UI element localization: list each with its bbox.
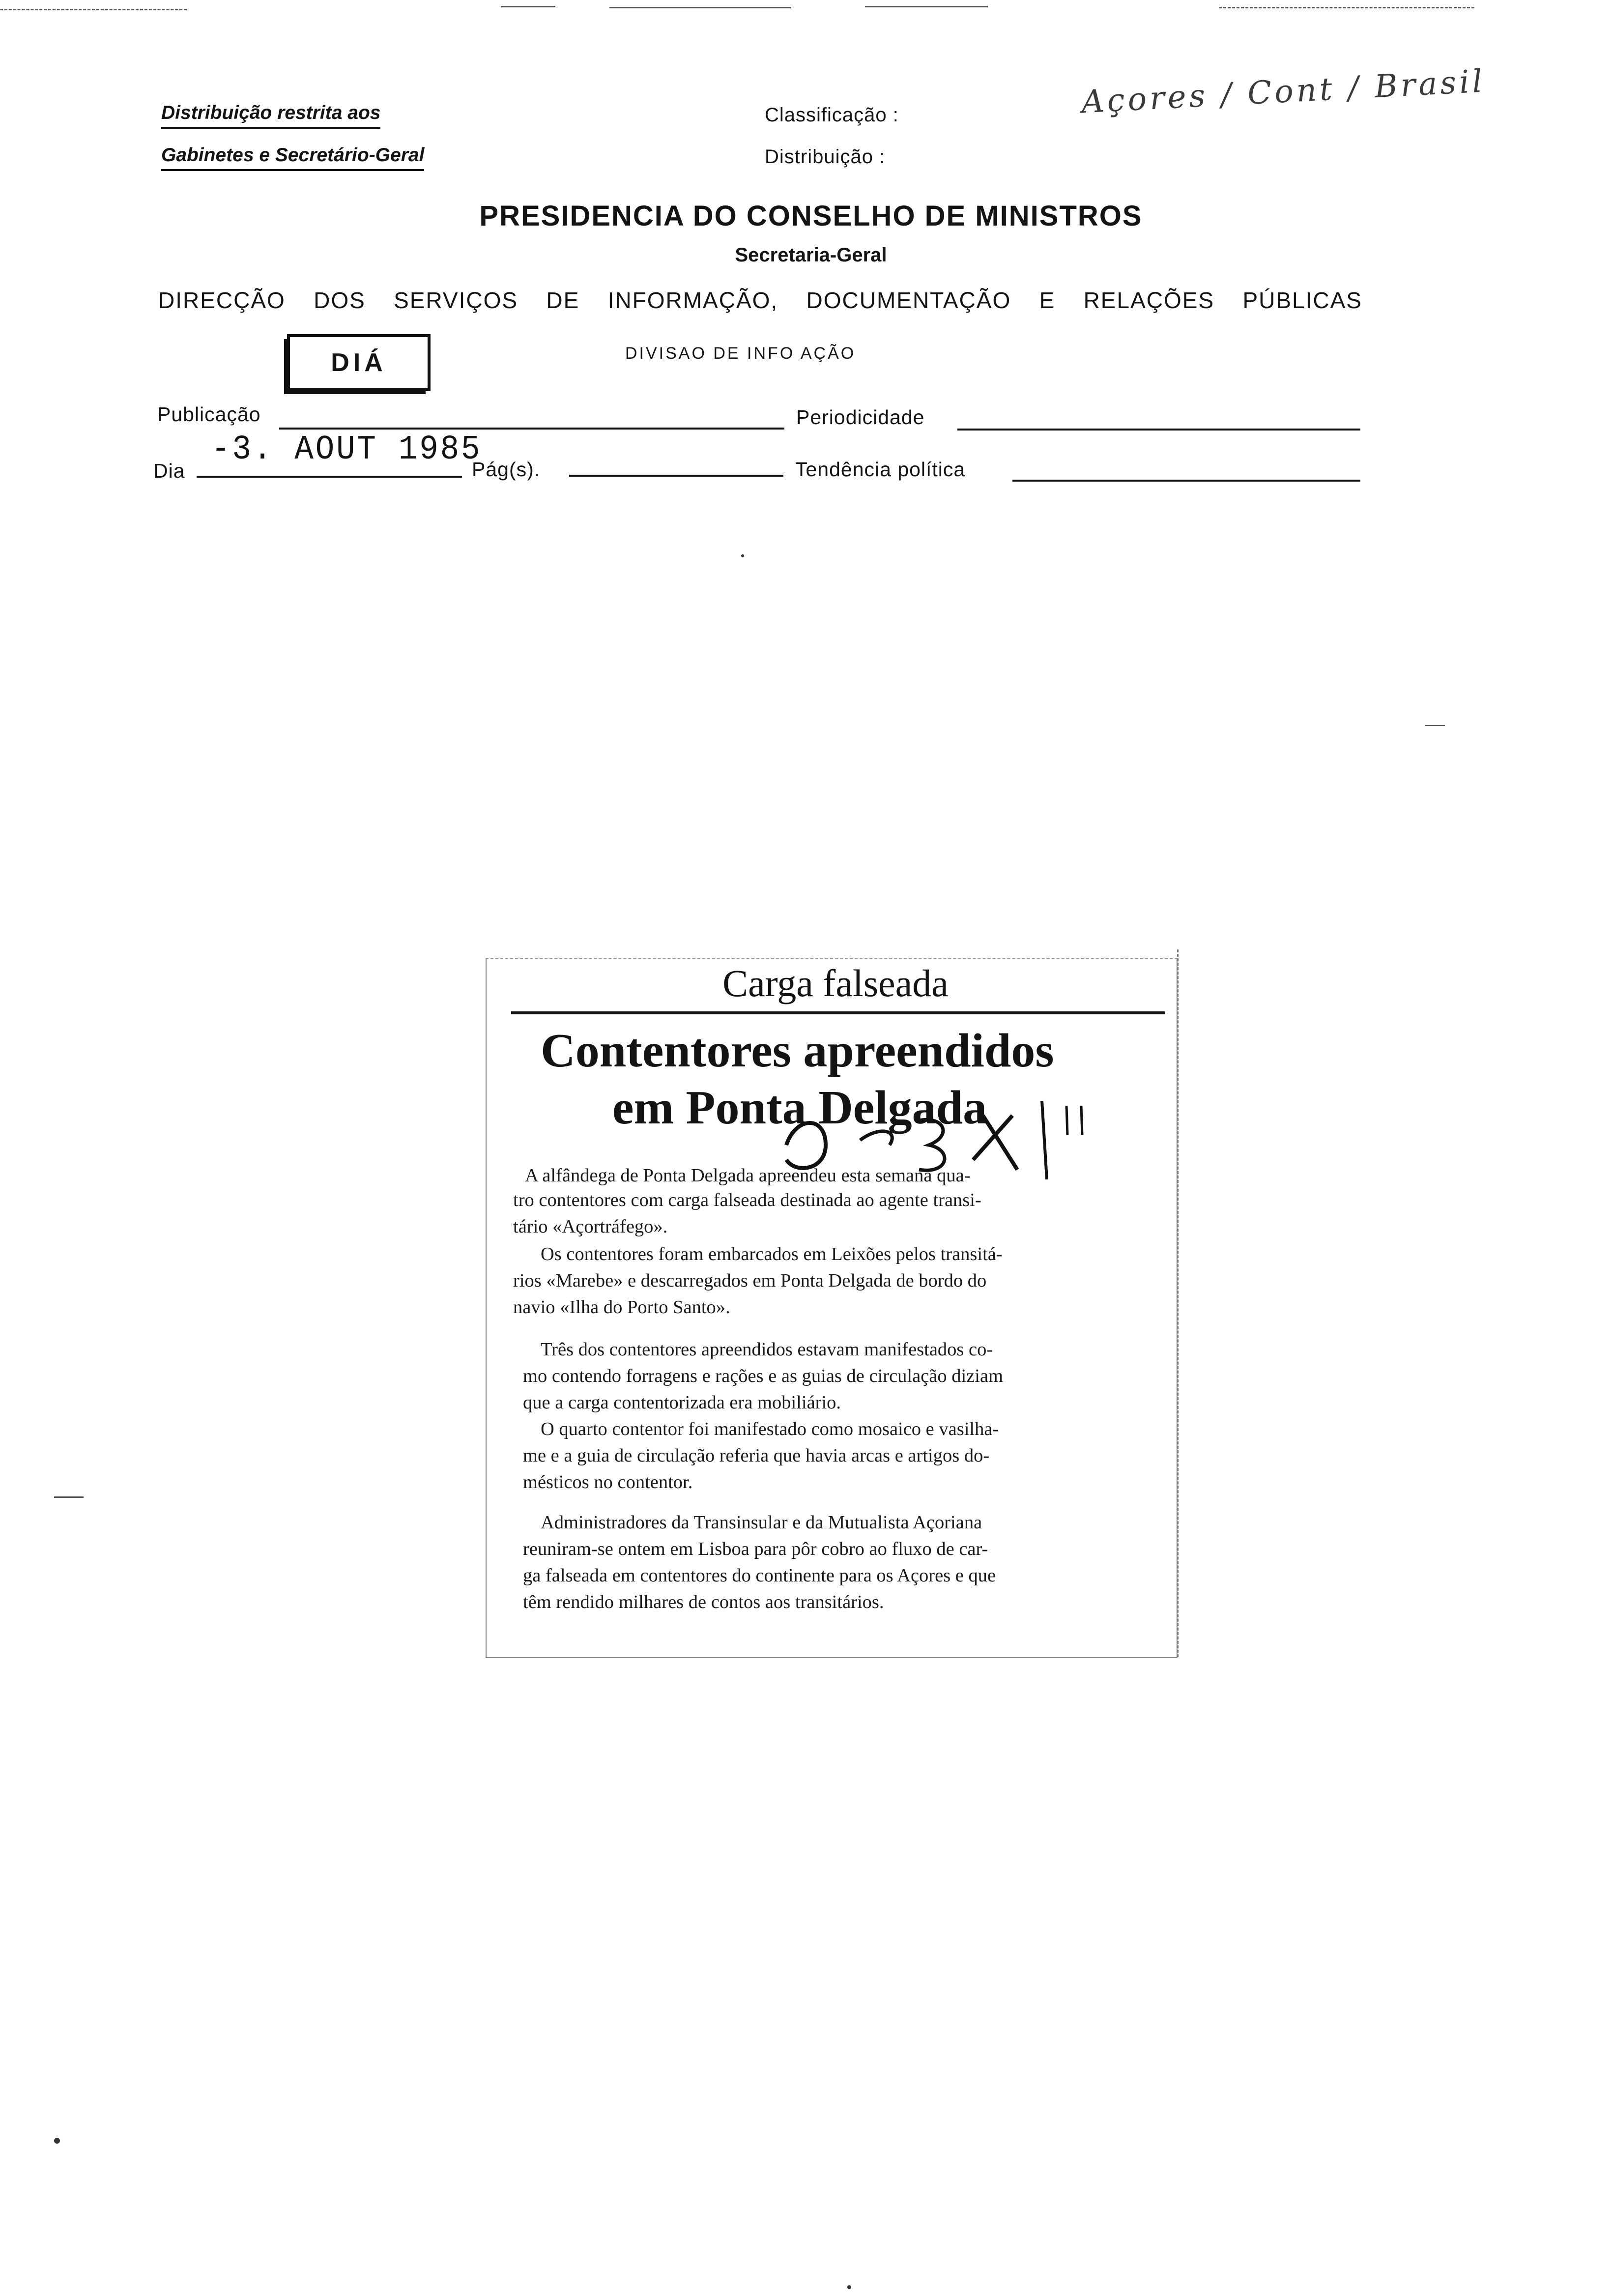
scan-artifact [609, 7, 791, 8]
clipping-kicker: Carga falseada [722, 962, 949, 1004]
scan-artifact [54, 1496, 84, 1498]
scan-artifact [1425, 725, 1445, 726]
article-line: Administradores da Transinsular e da Mutualista Açoriana [541, 1512, 982, 1533]
article-line: O quarto contentor foi manifestado como mosaico e vasilha- [541, 1419, 999, 1439]
article-line: ga falseada em contentores do continente para os Açores e que [523, 1565, 996, 1586]
distribution-label: Distribuição : [765, 146, 886, 168]
department-word: DE [546, 287, 580, 313]
department-word: PÚBLICAS [1242, 287, 1362, 313]
division-label: DIVISAO DE INFO AÇÃO [625, 344, 856, 363]
article-line: mo contendo forragens e rações e as guias de circulação diziam [523, 1366, 1004, 1386]
page-subtitle: Secretaria-Geral [735, 244, 887, 266]
scan-speck [847, 2285, 851, 2289]
date-stamp: -3. AOUT 1985 [211, 430, 482, 469]
classification-label: Classificação : [765, 104, 899, 126]
department-word: SERVIÇOS [394, 287, 518, 313]
dia-stamp: DIÁ [287, 334, 431, 391]
clipping-headline-line1: Contentores apreendidos [541, 1024, 1054, 1077]
clipping-headline-line2: em Ponta Delgada [612, 1081, 987, 1134]
article-line: têm rendido milhares de contos aos transitários. [523, 1592, 884, 1612]
article-line: tário «Açortráfego». [513, 1216, 668, 1237]
tendencia-label: Tendência política [795, 458, 966, 481]
tendencia-field [1012, 480, 1360, 482]
periodicidade-label: Periodicidade [796, 406, 925, 429]
article-line: rios «Marebe» e descarregados em Ponta Delgada de bordo do [513, 1270, 987, 1291]
department-word: DOCUMENTAÇÃO [806, 287, 1011, 313]
scan-artifact [865, 6, 988, 7]
scan-artifact [501, 6, 555, 7]
dia-label: Dia [153, 459, 185, 482]
handwritten-note: Açores / Cont / Brasil [1080, 63, 1486, 121]
scan-artifact [0, 9, 187, 10]
scan-artifact [1219, 7, 1474, 8]
pags-field [569, 475, 783, 477]
scan-speck [741, 554, 744, 557]
article-line: Os contentores foram embarcados em Leixões pelos transitá- [541, 1244, 1003, 1264]
publicacao-field [279, 428, 784, 430]
department-word: DOS [314, 287, 366, 313]
kicker-rule [511, 1011, 1165, 1014]
article-line: navio «Ilha do Porto Santo». [513, 1297, 730, 1318]
clipping-torn-edge [1177, 949, 1179, 1657]
distribution-notice-line2: Gabinetes e Secretário-Geral [161, 144, 424, 171]
pags-label: Pág(s). [472, 458, 541, 481]
article-line: que a carga contentorizada era mobiliário. [523, 1392, 841, 1413]
article-line: me e a guia de circulação referia que havia arcas e artigos do- [523, 1445, 990, 1466]
article-line: Três dos contentores apreendidos estavam manifestados co- [541, 1339, 993, 1360]
department-line [158, 287, 1362, 314]
dia-field [197, 476, 462, 478]
page-title: PRESIDENCIA DO CONSELHO DE MINISTROS [479, 200, 1143, 232]
department-word: RELAÇÕES [1083, 287, 1215, 313]
distribution-notice-line1: Distribuição restrita aos [161, 102, 380, 129]
scan-speck [54, 2138, 60, 2144]
article-line: A alfândega de Ponta Delgada apreendeu esta semana qua- [525, 1165, 971, 1186]
article-line: mésticos no contentor. [523, 1472, 693, 1492]
periodicidade-field [957, 429, 1360, 430]
article-line: reuniram-se ontem em Lisboa para pôr cobro ao fluxo de car- [523, 1539, 988, 1559]
department-word: DIRECÇÃO [158, 287, 286, 313]
article-line: tro contentores com carga falseada destinada ao agente transi- [513, 1190, 981, 1210]
department-word: INFORMAÇÃO, [607, 287, 778, 313]
department-word: E [1039, 287, 1056, 313]
publicacao-label: Publicação [157, 403, 261, 426]
